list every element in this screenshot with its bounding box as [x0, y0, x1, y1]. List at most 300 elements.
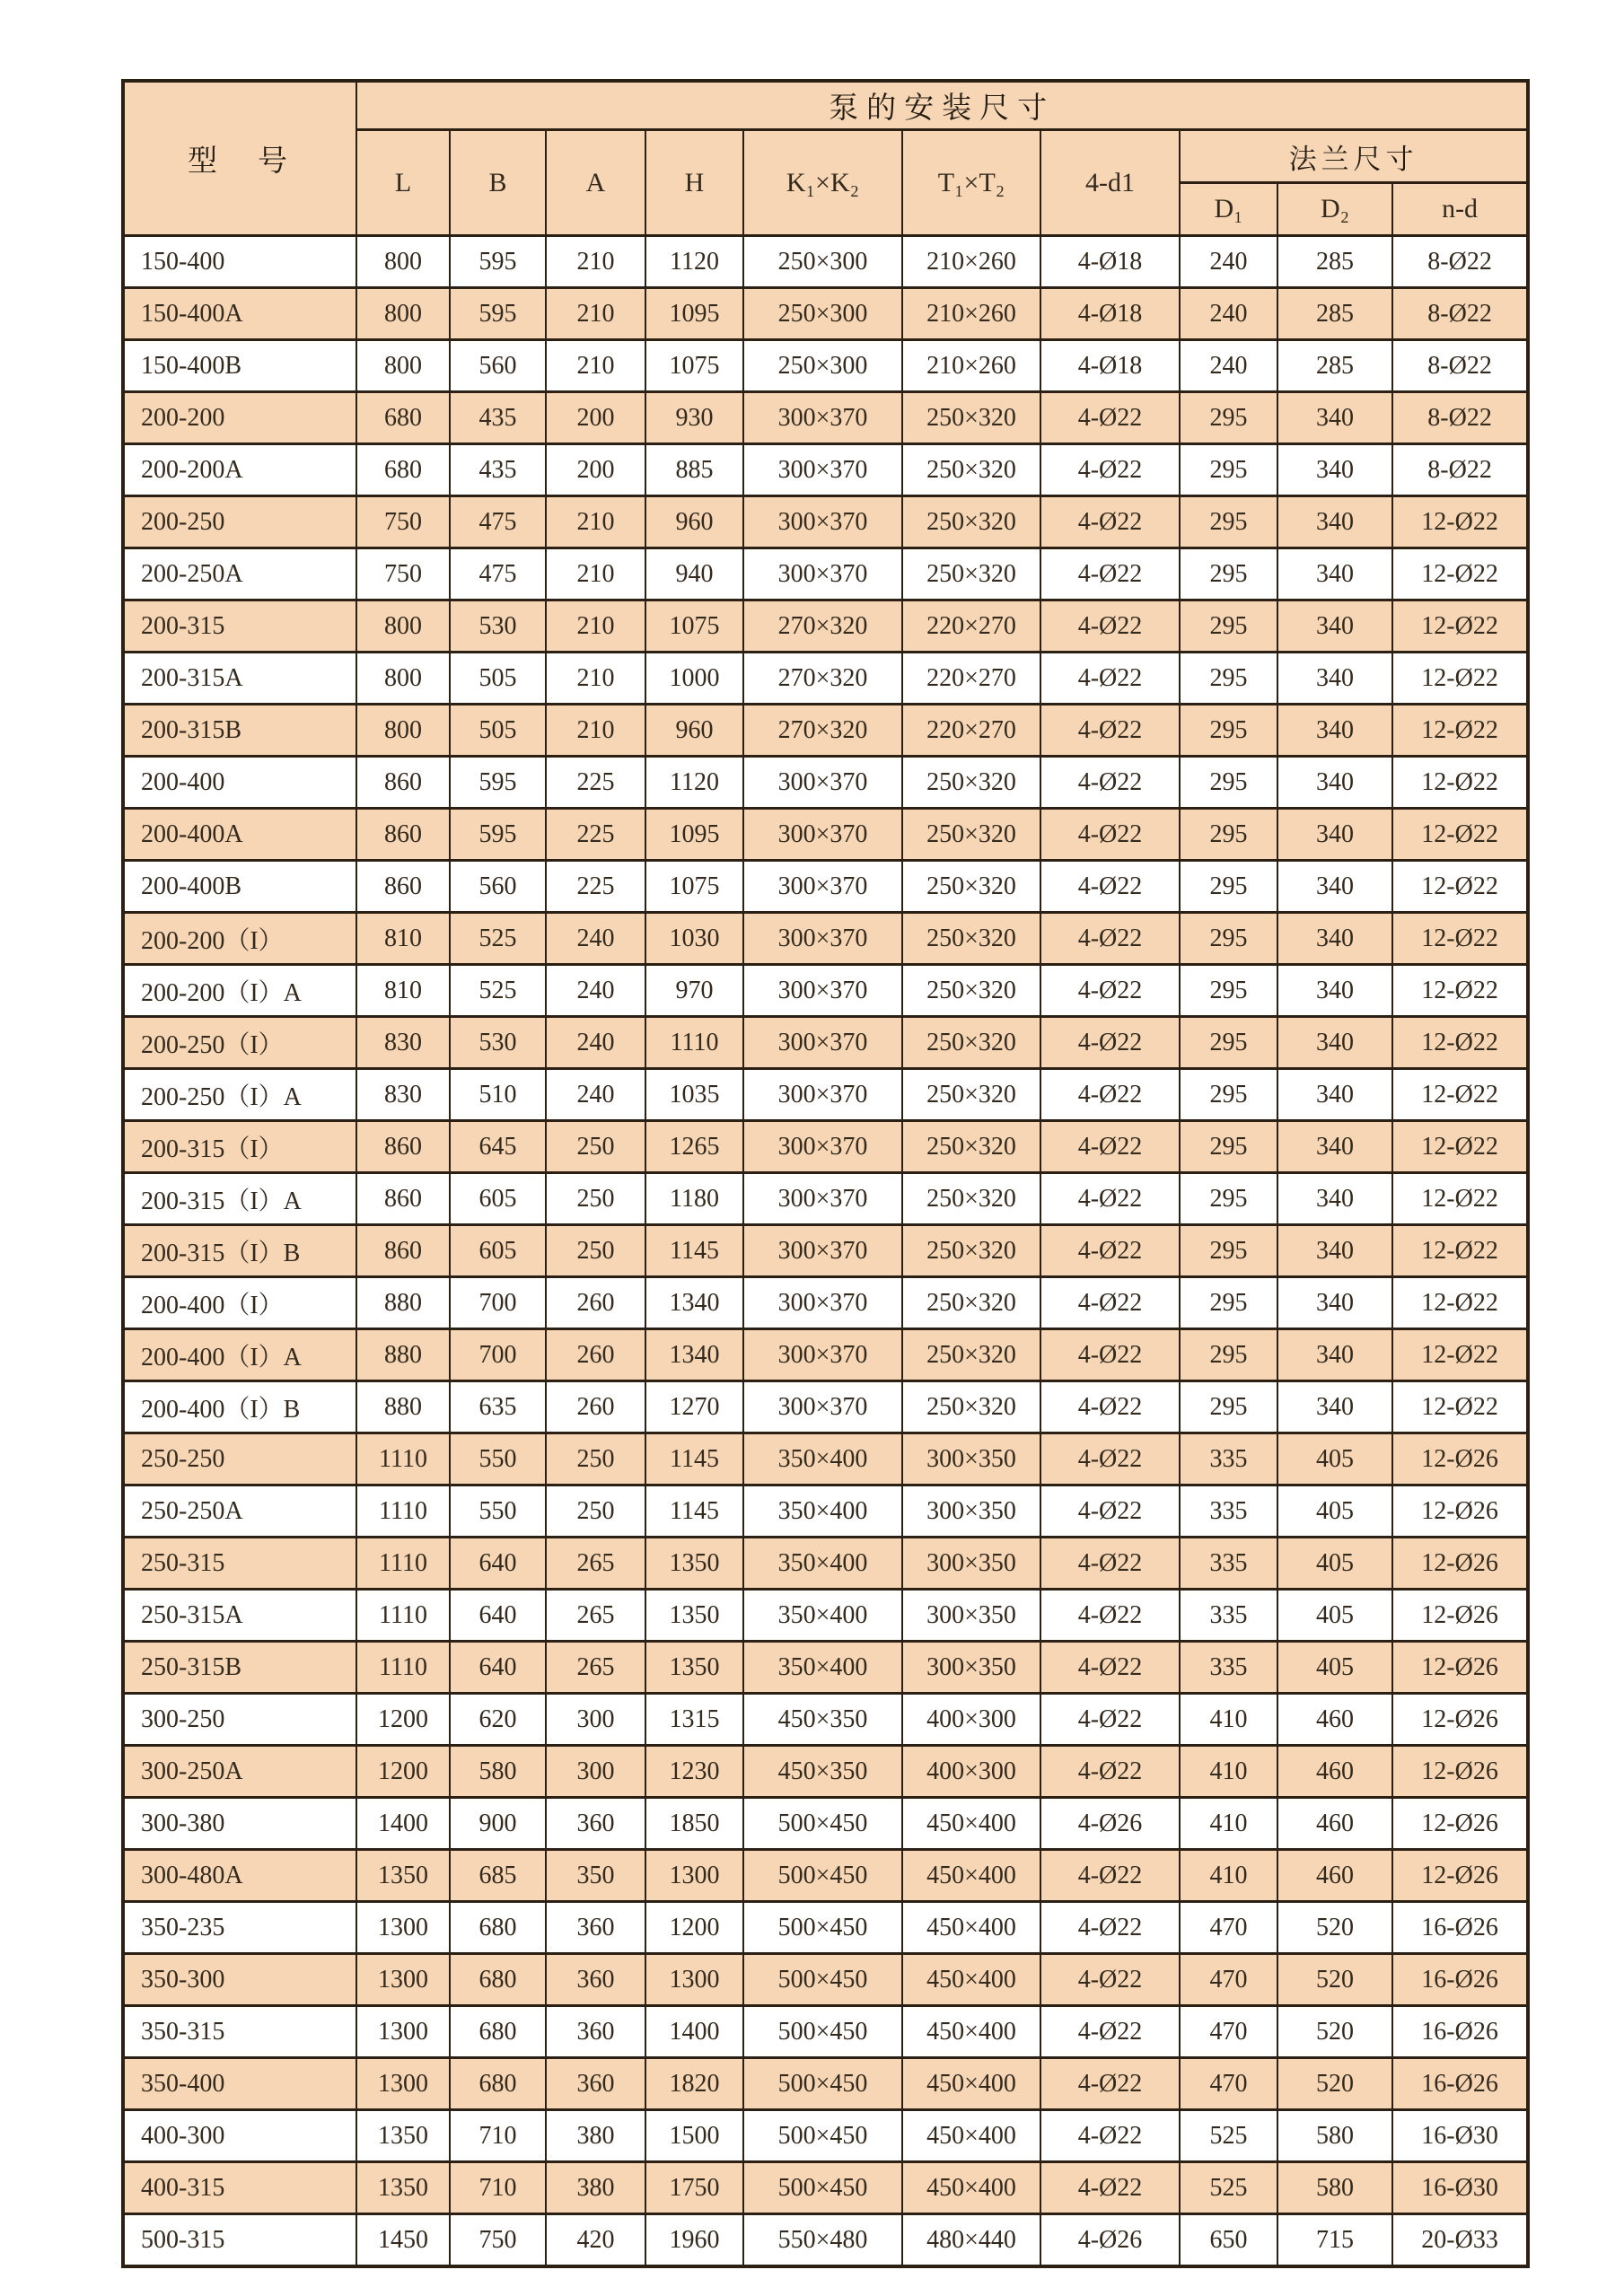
value-cell: 300×350 — [902, 1433, 1040, 1485]
value-cell: 16-Ø26 — [1392, 1902, 1528, 1954]
value-cell: 12-Ø26 — [1392, 1694, 1528, 1746]
value-cell: 200 — [546, 392, 645, 444]
value-cell: 4-Ø22 — [1040, 1277, 1180, 1329]
value-cell: 12-Ø22 — [1392, 1173, 1528, 1225]
value-cell: 300×370 — [743, 965, 902, 1017]
value-cell: 460 — [1277, 1850, 1392, 1902]
value-cell: 295 — [1180, 913, 1277, 965]
value-cell: 300×370 — [743, 496, 902, 548]
model-column-header: 型 号 — [123, 81, 356, 236]
value-cell: 1400 — [356, 1798, 450, 1850]
model-cell: 150-400B — [123, 340, 356, 392]
value-cell: 295 — [1180, 965, 1277, 1017]
value-cell: 265 — [546, 1590, 645, 1642]
value-cell: 295 — [1180, 548, 1277, 600]
value-cell: 12-Ø26 — [1392, 1433, 1528, 1485]
value-cell: 1350 — [645, 1642, 743, 1694]
value-cell: 210 — [546, 288, 645, 340]
value-cell: 550 — [450, 1433, 546, 1485]
table-row — [123, 548, 1528, 600]
value-cell: 530 — [450, 600, 546, 653]
value-cell: 16-Ø26 — [1392, 2006, 1528, 2058]
value-cell: 1265 — [645, 1121, 743, 1173]
value-cell: 510 — [450, 1069, 546, 1121]
value-cell: 1400 — [645, 2006, 743, 2058]
value-cell: 1230 — [645, 1746, 743, 1798]
column-header-T1xT2: T₁×T₂ — [902, 130, 1040, 236]
value-cell: 410 — [1180, 1850, 1277, 1902]
model-cell: 200-200（I） — [123, 913, 356, 965]
model-cell: 200-400A — [123, 809, 356, 861]
value-cell: 525 — [1180, 2162, 1277, 2214]
value-cell: 250 — [546, 1225, 645, 1277]
model-cell: 350-235 — [123, 1902, 356, 1954]
model-cell: 200-315A — [123, 653, 356, 705]
value-cell: 640 — [450, 1642, 546, 1694]
value-cell: 340 — [1277, 1017, 1392, 1069]
value-cell: 960 — [645, 496, 743, 548]
model-cell: 300-250A — [123, 1746, 356, 1798]
value-cell: 260 — [546, 1381, 645, 1433]
value-cell: 270×320 — [743, 600, 902, 653]
table-row — [123, 1173, 1528, 1225]
value-cell: 250×320 — [902, 965, 1040, 1017]
value-cell: 12-Ø26 — [1392, 1590, 1528, 1642]
value-cell: 800 — [356, 705, 450, 757]
value-cell: 210×260 — [902, 340, 1040, 392]
value-cell: 295 — [1180, 653, 1277, 705]
value-cell: 225 — [546, 809, 645, 861]
value-cell: 210×260 — [902, 236, 1040, 288]
value-cell: 220×270 — [902, 600, 1040, 653]
value-cell: 295 — [1180, 1381, 1277, 1433]
value-cell: 435 — [450, 392, 546, 444]
value-cell: 250 — [546, 1485, 645, 1538]
table-row — [123, 809, 1528, 861]
value-cell: 635 — [450, 1381, 546, 1433]
value-cell: 410 — [1180, 1746, 1277, 1798]
table-row — [123, 288, 1528, 340]
value-cell: 340 — [1277, 1329, 1392, 1381]
value-cell: 1110 — [356, 1433, 450, 1485]
value-cell: 800 — [356, 653, 450, 705]
value-cell: 8-Ø22 — [1392, 236, 1528, 288]
value-cell: 4-Ø22 — [1040, 2162, 1180, 2214]
value-cell: 12-Ø22 — [1392, 548, 1528, 600]
value-cell: 420 — [546, 2214, 645, 2267]
value-cell: 295 — [1180, 1329, 1277, 1381]
value-cell: 505 — [450, 705, 546, 757]
value-cell: 4-Ø22 — [1040, 1017, 1180, 1069]
flange-group-header: 法兰尺寸 — [1180, 130, 1528, 183]
value-cell: 12-Ø22 — [1392, 496, 1528, 548]
value-cell: 295 — [1180, 1277, 1277, 1329]
value-cell: 500×450 — [743, 2162, 902, 2214]
value-cell: 525 — [450, 965, 546, 1017]
table-row — [123, 1225, 1528, 1277]
value-cell: 435 — [450, 444, 546, 496]
model-cell: 250-315A — [123, 1590, 356, 1642]
value-cell: 240 — [1180, 288, 1277, 340]
value-cell: 350 — [546, 1850, 645, 1902]
value-cell: 16-Ø30 — [1392, 2162, 1528, 2214]
model-cell: 250-315 — [123, 1538, 356, 1590]
value-cell: 380 — [546, 2110, 645, 2162]
value-cell: 270×320 — [743, 705, 902, 757]
value-cell: 800 — [356, 236, 450, 288]
value-cell: 1300 — [645, 1850, 743, 1902]
value-cell: 1300 — [356, 2006, 450, 2058]
value-cell: 340 — [1277, 913, 1392, 965]
column-header-A: A — [546, 130, 645, 236]
value-cell: 525 — [450, 913, 546, 965]
value-cell: 340 — [1277, 809, 1392, 861]
model-cell: 200-200（I）A — [123, 965, 356, 1017]
value-cell: 450×350 — [743, 1746, 902, 1798]
value-cell: 260 — [546, 1277, 645, 1329]
value-cell: 335 — [1180, 1433, 1277, 1485]
value-cell: 460 — [1277, 1798, 1392, 1850]
table-row — [123, 392, 1528, 444]
value-cell: 715 — [1277, 2214, 1392, 2267]
value-cell: 650 — [1180, 2214, 1277, 2267]
value-cell: 500×450 — [743, 1902, 902, 1954]
table-row — [123, 2214, 1528, 2267]
model-cell: 350-315 — [123, 2006, 356, 2058]
value-cell: 500×450 — [743, 1954, 902, 2006]
value-cell: 860 — [356, 809, 450, 861]
value-cell: 1200 — [645, 1902, 743, 1954]
value-cell: 605 — [450, 1173, 546, 1225]
value-cell: 1095 — [645, 809, 743, 861]
value-cell: 12-Ø22 — [1392, 1069, 1528, 1121]
value-cell: 860 — [356, 1173, 450, 1225]
value-cell: 550×480 — [743, 2214, 902, 2267]
value-cell: 240 — [546, 1017, 645, 1069]
value-cell: 240 — [546, 913, 645, 965]
value-cell: 210×260 — [902, 288, 1040, 340]
value-cell: 450×400 — [902, 2006, 1040, 2058]
value-cell: 1350 — [645, 1590, 743, 1642]
value-cell: 880 — [356, 1277, 450, 1329]
value-cell: 680 — [356, 392, 450, 444]
value-cell: 340 — [1277, 1225, 1392, 1277]
value-cell: 340 — [1277, 757, 1392, 809]
value-cell: 685 — [450, 1850, 546, 1902]
value-cell: 750 — [450, 2214, 546, 2267]
value-cell: 1450 — [356, 2214, 450, 2267]
value-cell: 250×320 — [902, 444, 1040, 496]
value-cell: 16-Ø26 — [1392, 1954, 1528, 2006]
value-cell: 210 — [546, 653, 645, 705]
value-cell: 12-Ø26 — [1392, 1850, 1528, 1902]
value-cell: 250×320 — [902, 1225, 1040, 1277]
table-row — [123, 1069, 1528, 1121]
value-cell: 300×350 — [902, 1590, 1040, 1642]
value-cell: 940 — [645, 548, 743, 600]
value-cell: 400×300 — [902, 1694, 1040, 1746]
value-cell: 12-Ø22 — [1392, 913, 1528, 965]
value-cell: 4-Ø22 — [1040, 1954, 1180, 2006]
value-cell: 340 — [1277, 548, 1392, 600]
column-header-D1: D₁ — [1180, 183, 1277, 236]
value-cell: 20-Ø33 — [1392, 2214, 1528, 2267]
value-cell: 1075 — [645, 861, 743, 913]
value-cell: 250×320 — [902, 392, 1040, 444]
value-cell: 580 — [1277, 2162, 1392, 2214]
value-cell: 210 — [546, 236, 645, 288]
table-row — [123, 861, 1528, 913]
value-cell: 300×370 — [743, 1173, 902, 1225]
value-cell: 1820 — [645, 2058, 743, 2110]
value-cell: 250×320 — [902, 1121, 1040, 1173]
value-cell: 260 — [546, 1329, 645, 1381]
value-cell: 250 — [546, 1173, 645, 1225]
value-cell: 300 — [546, 1694, 645, 1746]
value-cell: 340 — [1277, 392, 1392, 444]
model-cell: 200-315（I）B — [123, 1225, 356, 1277]
value-cell: 4-Ø22 — [1040, 392, 1180, 444]
value-cell: 885 — [645, 444, 743, 496]
value-cell: 880 — [356, 1381, 450, 1433]
value-cell: 12-Ø22 — [1392, 1017, 1528, 1069]
value-cell: 295 — [1180, 861, 1277, 913]
table-row — [123, 1954, 1528, 2006]
value-cell: 265 — [546, 1538, 645, 1590]
value-cell: 350×400 — [743, 1485, 902, 1538]
value-cell: 350×400 — [743, 1433, 902, 1485]
value-cell: 300×370 — [743, 444, 902, 496]
value-cell: 225 — [546, 757, 645, 809]
column-header-B: B — [450, 130, 546, 236]
value-cell: 340 — [1277, 1381, 1392, 1433]
value-cell: 12-Ø22 — [1392, 653, 1528, 705]
table-row — [123, 2006, 1528, 2058]
value-cell: 930 — [645, 392, 743, 444]
value-cell: 340 — [1277, 653, 1392, 705]
value-cell: 680 — [450, 2058, 546, 2110]
value-cell: 405 — [1277, 1642, 1392, 1694]
value-cell: 340 — [1277, 705, 1392, 757]
value-cell: 210 — [546, 600, 645, 653]
value-cell: 8-Ø22 — [1392, 340, 1528, 392]
table-row — [123, 2058, 1528, 2110]
value-cell: 4-Ø22 — [1040, 1485, 1180, 1538]
value-cell: 1750 — [645, 2162, 743, 2214]
value-cell: 340 — [1277, 600, 1392, 653]
value-cell: 350×400 — [743, 1590, 902, 1642]
value-cell: 250×320 — [902, 548, 1040, 600]
value-cell: 1300 — [356, 1954, 450, 2006]
value-cell: 580 — [1277, 2110, 1392, 2162]
model-cell: 250-315B — [123, 1642, 356, 1694]
value-cell: 4-Ø22 — [1040, 444, 1180, 496]
value-cell: 520 — [1277, 2058, 1392, 2110]
value-cell: 250 — [546, 1433, 645, 1485]
model-cell: 250-250 — [123, 1433, 356, 1485]
value-cell: 285 — [1277, 340, 1392, 392]
value-cell: 295 — [1180, 1225, 1277, 1277]
model-cell: 200-400 — [123, 757, 356, 809]
value-cell: 1075 — [645, 340, 743, 392]
model-cell: 200-315（I） — [123, 1121, 356, 1173]
value-cell: 4-Ø22 — [1040, 2058, 1180, 2110]
value-cell: 250×300 — [743, 340, 902, 392]
table-row — [123, 757, 1528, 809]
model-cell: 250-250A — [123, 1485, 356, 1538]
value-cell: 1030 — [645, 913, 743, 965]
value-cell: 250×320 — [902, 757, 1040, 809]
value-cell: 800 — [356, 600, 450, 653]
value-cell: 300×370 — [743, 1225, 902, 1277]
value-cell: 860 — [356, 757, 450, 809]
value-cell: 550 — [450, 1485, 546, 1538]
model-cell: 200-315 — [123, 600, 356, 653]
column-header-K1xK2: K₁×K₂ — [743, 130, 902, 236]
value-cell: 220×270 — [902, 705, 1040, 757]
value-cell: 450×400 — [902, 1954, 1040, 2006]
value-cell: 12-Ø26 — [1392, 1798, 1528, 1850]
value-cell: 4-Ø26 — [1040, 2214, 1180, 2267]
table-row — [123, 653, 1528, 705]
table-row — [123, 2110, 1528, 2162]
model-cell: 400-315 — [123, 2162, 356, 2214]
value-cell: 830 — [356, 1069, 450, 1121]
value-cell: 340 — [1277, 444, 1392, 496]
value-cell: 4-Ø22 — [1040, 1902, 1180, 1954]
value-cell: 450×350 — [743, 1694, 902, 1746]
value-cell: 4-Ø22 — [1040, 1642, 1180, 1694]
value-cell: 4-Ø22 — [1040, 600, 1180, 653]
value-cell: 460 — [1277, 1746, 1392, 1798]
value-cell: 1300 — [356, 2058, 450, 2110]
value-cell: 680 — [450, 1902, 546, 1954]
column-header-n-d: n-d — [1392, 183, 1528, 236]
pump-install-dimensions-table — [121, 79, 1530, 2268]
value-cell: 4-Ø18 — [1040, 288, 1180, 340]
value-cell: 1300 — [356, 1902, 450, 1954]
value-cell: 4-Ø22 — [1040, 1329, 1180, 1381]
table-row — [123, 1850, 1528, 1902]
model-cell: 400-300 — [123, 2110, 356, 2162]
value-cell: 250×300 — [743, 236, 902, 288]
model-cell: 200-250（I）A — [123, 1069, 356, 1121]
value-cell: 480×440 — [902, 2214, 1040, 2267]
table-header — [123, 81, 1528, 236]
value-cell: 4-Ø22 — [1040, 1225, 1180, 1277]
value-cell: 340 — [1277, 496, 1392, 548]
value-cell: 500×450 — [743, 1850, 902, 1902]
value-cell: 595 — [450, 236, 546, 288]
value-cell: 250×320 — [902, 1173, 1040, 1225]
value-cell: 4-Ø22 — [1040, 1121, 1180, 1173]
value-cell: 300×370 — [743, 1329, 902, 1381]
value-cell: 1200 — [356, 1694, 450, 1746]
value-cell: 970 — [645, 965, 743, 1017]
value-cell: 270×320 — [743, 653, 902, 705]
value-cell: 1270 — [645, 1381, 743, 1433]
value-cell: 405 — [1277, 1485, 1392, 1538]
value-cell: 4-Ø22 — [1040, 1173, 1180, 1225]
value-cell: 1960 — [645, 2214, 743, 2267]
value-cell: 1120 — [645, 236, 743, 288]
column-header-H: H — [645, 130, 743, 236]
value-cell: 500×450 — [743, 2058, 902, 2110]
value-cell: 300×350 — [902, 1538, 1040, 1590]
value-cell: 810 — [356, 913, 450, 965]
value-cell: 295 — [1180, 809, 1277, 861]
value-cell: 12-Ø26 — [1392, 1485, 1528, 1538]
header-row-title — [123, 81, 1528, 130]
value-cell: 200 — [546, 444, 645, 496]
value-cell: 300×370 — [743, 913, 902, 965]
value-cell: 4-Ø18 — [1040, 340, 1180, 392]
value-cell: 470 — [1180, 2006, 1277, 2058]
value-cell: 360 — [546, 2006, 645, 2058]
value-cell: 335 — [1180, 1538, 1277, 1590]
value-cell: 1200 — [356, 1746, 450, 1798]
value-cell: 1145 — [645, 1225, 743, 1277]
column-header-4-d1: 4-d1 — [1040, 130, 1180, 236]
value-cell: 525 — [1180, 2110, 1277, 2162]
value-cell: 4-Ø22 — [1040, 1069, 1180, 1121]
table-title: 泵的安装尺寸 — [356, 81, 1528, 130]
value-cell: 1850 — [645, 1798, 743, 1850]
value-cell: 500×450 — [743, 1798, 902, 1850]
value-cell: 300×370 — [743, 1277, 902, 1329]
value-cell: 1075 — [645, 600, 743, 653]
table-row — [123, 1017, 1528, 1069]
value-cell: 12-Ø22 — [1392, 1121, 1528, 1173]
value-cell: 700 — [450, 1329, 546, 1381]
value-cell: 710 — [450, 2110, 546, 2162]
table-row — [123, 1798, 1528, 1850]
value-cell: 4-Ø22 — [1040, 1590, 1180, 1642]
value-cell: 210 — [546, 340, 645, 392]
value-cell: 12-Ø26 — [1392, 1746, 1528, 1798]
table-row — [123, 1746, 1528, 1798]
value-cell: 250×320 — [902, 1329, 1040, 1381]
model-cell: 150-400A — [123, 288, 356, 340]
table-row — [123, 1121, 1528, 1173]
value-cell: 4-Ø22 — [1040, 1538, 1180, 1590]
value-cell: 470 — [1180, 1902, 1277, 1954]
value-cell: 250×320 — [902, 1069, 1040, 1121]
model-cell: 200-200 — [123, 392, 356, 444]
value-cell: 810 — [356, 965, 450, 1017]
value-cell: 300×370 — [743, 1381, 902, 1433]
value-cell: 1095 — [645, 288, 743, 340]
value-cell: 860 — [356, 1121, 450, 1173]
value-cell: 12-Ø22 — [1392, 1277, 1528, 1329]
value-cell: 250×300 — [743, 288, 902, 340]
value-cell: 12-Ø22 — [1392, 705, 1528, 757]
table-row — [123, 1642, 1528, 1694]
value-cell: 595 — [450, 288, 546, 340]
value-cell: 335 — [1180, 1642, 1277, 1694]
value-cell: 1110 — [356, 1485, 450, 1538]
value-cell: 300 — [546, 1746, 645, 1798]
value-cell: 250×320 — [902, 1017, 1040, 1069]
value-cell: 470 — [1180, 1954, 1277, 2006]
value-cell: 300×370 — [743, 861, 902, 913]
value-cell: 300×370 — [743, 1017, 902, 1069]
value-cell: 240 — [546, 965, 645, 1017]
value-cell: 4-Ø22 — [1040, 809, 1180, 861]
value-cell: 12-Ø22 — [1392, 809, 1528, 861]
value-cell: 300×370 — [743, 1121, 902, 1173]
value-cell: 450×400 — [902, 2162, 1040, 2214]
